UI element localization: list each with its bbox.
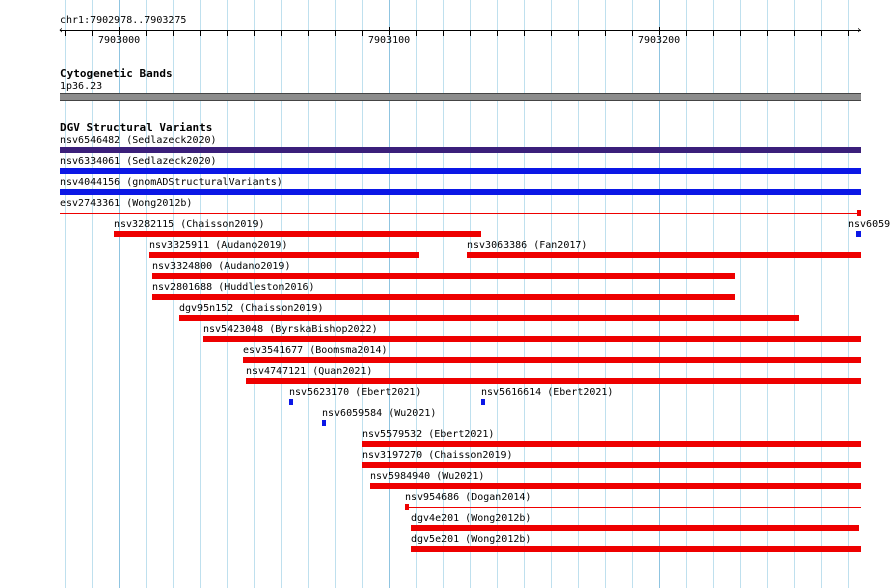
variant-feature-bar[interactable] [149, 252, 419, 258]
scroll-right-arrow-icon[interactable]: › [856, 25, 863, 36]
ruler-tick-label: 7903000 [98, 35, 141, 46]
variant-label: nsv3324800 (Audano2019) [152, 261, 291, 272]
ruler-tick [335, 31, 336, 36]
variant-feature-bar[interactable] [60, 147, 861, 153]
variant-label: nsv3063386 (Fan2017) [467, 240, 588, 251]
ruler-tick [713, 31, 714, 36]
variant-feature-bar[interactable] [60, 189, 861, 195]
ruler-tick [227, 31, 228, 36]
ruler-tick [794, 31, 795, 36]
variant-feature-bar[interactable] [289, 399, 293, 405]
variant-feature-bar[interactable] [362, 441, 861, 447]
variant-label: dgv5e201 (Wong2012b) [411, 534, 532, 545]
ruler-tick [119, 27, 120, 35]
ruler-tick [200, 31, 201, 36]
variant-label: nsv6059584 (Wu2021) [322, 408, 437, 419]
ruler-tick [578, 31, 579, 36]
ruler-tick [92, 31, 93, 36]
variant-feature-bar[interactable] [243, 357, 861, 363]
ruler-tick [605, 31, 606, 36]
scroll-left-arrow-icon[interactable]: ‹ [58, 25, 65, 36]
ruler-tick [470, 31, 471, 36]
variant-feature-bar[interactable] [467, 252, 861, 258]
ruler-tick [254, 31, 255, 36]
variant-feature-bar[interactable] [152, 294, 735, 300]
variant-feature-bar[interactable] [114, 231, 481, 237]
ruler-tick [632, 31, 633, 36]
variant-label: nsv4747121 (Quan2021) [246, 366, 373, 377]
variant-label: nsv6334061 (Sedlazeck2020) [60, 156, 217, 167]
variant-feature-bar[interactable] [246, 378, 861, 384]
variant-label: nsv5616614 (Ebert2021) [481, 387, 614, 398]
variant-label: nsv2801688 (Huddleston2016) [152, 282, 315, 293]
variant-feature-bar[interactable] [362, 462, 861, 468]
variant-label: nsv3325911 (Audano2019) [149, 240, 288, 251]
variant-label: nsv954686 (Dogan2014) [405, 492, 532, 503]
variant-label: nsv3282115 (Chaisson2019) [114, 219, 265, 230]
variant-feature-end-marker[interactable] [857, 210, 861, 216]
region-label: chr1:7902978..7903275 [60, 15, 187, 26]
ruler-tick [65, 31, 66, 36]
variant-label: nsv5623170 (Ebert2021) [289, 387, 422, 398]
variant-label: nsv3197270 (Chaisson2019) [362, 450, 513, 461]
cytoband-bar[interactable] [60, 93, 861, 101]
variant-label: nsv5579532 (Ebert2021) [362, 429, 495, 440]
variant-feature-bar[interactable] [60, 168, 861, 174]
variant-label: nsv4044156 (gnomADStructuralVariants) [60, 177, 283, 188]
ruler-tick [146, 31, 147, 36]
variant-feature-bar[interactable] [411, 525, 859, 531]
variant-label: esv3541677 (Boomsma2014) [243, 345, 388, 356]
ruler-tick [551, 31, 552, 36]
dgv-track-title[interactable]: DGV Structural Variants [60, 121, 213, 134]
ruler-tick [362, 31, 363, 36]
variant-feature-bar[interactable] [370, 483, 861, 489]
ruler-tick-label: 7903100 [368, 35, 411, 46]
cytoband-label: 1p36.23 [60, 81, 103, 92]
ruler-tick [767, 31, 768, 36]
ruler-tick [308, 31, 309, 36]
ruler-tick [173, 31, 174, 36]
ruler-tick [686, 31, 687, 36]
ruler-tick [389, 27, 390, 35]
ruler-tick [497, 31, 498, 36]
variant-feature-end-marker[interactable] [405, 504, 409, 510]
variant-label: esv2743361 (Wong2012b) [60, 198, 193, 209]
ruler-tick [659, 27, 660, 35]
variant-feature-bar[interactable] [405, 507, 861, 508]
variant-label: nsv6546482 (Sedlazeck2020) [60, 135, 217, 146]
ruler-tick [416, 31, 417, 36]
ruler-tick [821, 31, 822, 36]
variant-feature-bar[interactable] [60, 213, 861, 214]
variant-feature-bar[interactable] [411, 546, 861, 552]
variant-label: nsv5423048 (ByrskaBishop2022) [203, 324, 378, 335]
ruler-tick [281, 31, 282, 36]
ruler-tick [848, 31, 849, 36]
ruler-tick [524, 31, 525, 36]
ruler-tick-label: 7903200 [638, 35, 681, 46]
variant-feature-bar[interactable] [203, 336, 861, 342]
variant-label: nsv5984940 (Wu2021) [370, 471, 485, 482]
variant-feature-bar[interactable] [179, 315, 799, 321]
cytoband-track-title[interactable]: Cytogenetic Bands [60, 67, 173, 80]
variant-feature-bar[interactable] [152, 273, 735, 279]
variant-label: dgv95n152 (Chaisson2019) [179, 303, 324, 314]
variant-feature-bar[interactable] [481, 399, 485, 405]
variant-label: nsv6059 [848, 219, 890, 230]
variant-feature-bar[interactable] [856, 231, 861, 237]
variant-feature-bar[interactable] [322, 420, 326, 426]
variant-label: dgv4e201 (Wong2012b) [411, 513, 532, 524]
ruler-tick [740, 31, 741, 36]
ruler-tick [443, 31, 444, 36]
